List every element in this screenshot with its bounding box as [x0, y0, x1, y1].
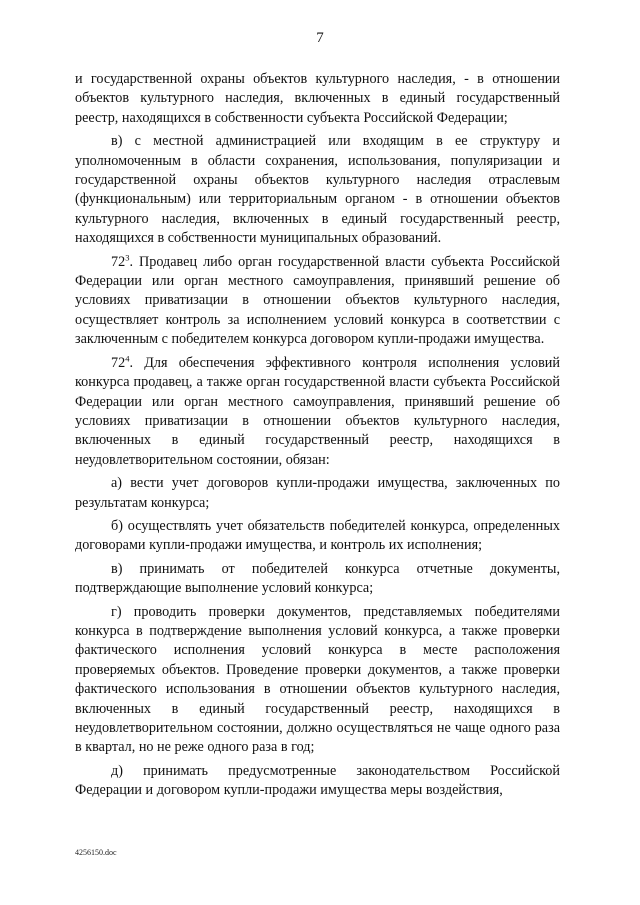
- paragraph-72-4: $72^4$. Для обеспечения эффективного контроля исполнения условий конкурса продавец, а также орган государственной власти субъекта Российской Федерации или орган местного самоуправления, принявший решение об условиях приватизации в отношении объектов культурного наследия, включенных в единый государственный реестр, находящихся в неудовлетворительном состоянии, обязан:: [75, 352, 560, 468]
- paragraph-item-b: б) осуществлять учет обязательств победителей конкурса, определенных договорами купли-продажи имущества, и контроль их исполнения;: [75, 517, 560, 554]
- clause-superscript: 3: [125, 251, 130, 262]
- paragraph-continuation: и государственной охраны объектов культурного наследия, - в отношении объектов культурного наследия, включенных в единый государственный реестр, находящихся в собственности субъекта Российской Федерации;: [75, 71, 560, 126]
- paragraph-item-a: а) вести учет договоров купли-продажи имущества, заключенных по результатам конкурса;: [75, 475, 560, 511]
- paragraph-72-3: $72^3$. Продавец либо орган государственной власти субъекта Российской Федерации или орган местного самоуправления, принявший решение об условиях приватизации в отношении объектов культурного наследия, осуществляет контроль за исполнением условий конкурса в соответствии с заключенным с победителем конкурса договором купли-продажи имущества.: [75, 251, 560, 348]
- clause-superscript: 4: [125, 352, 130, 363]
- clause-number: 72: [111, 354, 126, 371]
- page-number: 7: [316, 30, 324, 46]
- clause-number: 72: [111, 253, 126, 270]
- paragraph-item-d: д) принимать предусмотренные законодательством Российской Федерации и договором купли-продажи имущества меры воздействия,: [75, 762, 560, 799]
- document-footer-filename: 4256150.doc: [75, 848, 117, 857]
- paragraph-item-g: г) проводить проверки документов, представляемых победителями конкурса в подтверждение выполнения условий конкурса, а также проверки фактического исполнения условий конкурса в месте расположения проверяемых объектов. Проведение проверки документов, а также проверки фактического использования в отношении объектов культурного наследия, включенных в единый государственный реестр, находящихся в неудовлетворительном состоянии, должно осуществляться не чаще одного раза в квартал, но не реже одного раза в год;: [75, 603, 560, 756]
- paragraph-item-v: в) с местной администрацией или входящим в ее структуру и уполномоченным в области сохранения, использования, популяризации и государственной охраны объектов культурного наследия отраслевым (функциональным) или территориальным органом - в отношении объектов культурного наследия, включенных в единый государственный реестр, находящихся в собственности муниципальных образований.: [75, 133, 560, 247]
- document-body: [75, 70, 560, 805]
- paragraph-item-v2: в) принимать от победителей конкурса отчетные документы, подтверждающие выполнение условий конкурса;: [75, 560, 560, 597]
